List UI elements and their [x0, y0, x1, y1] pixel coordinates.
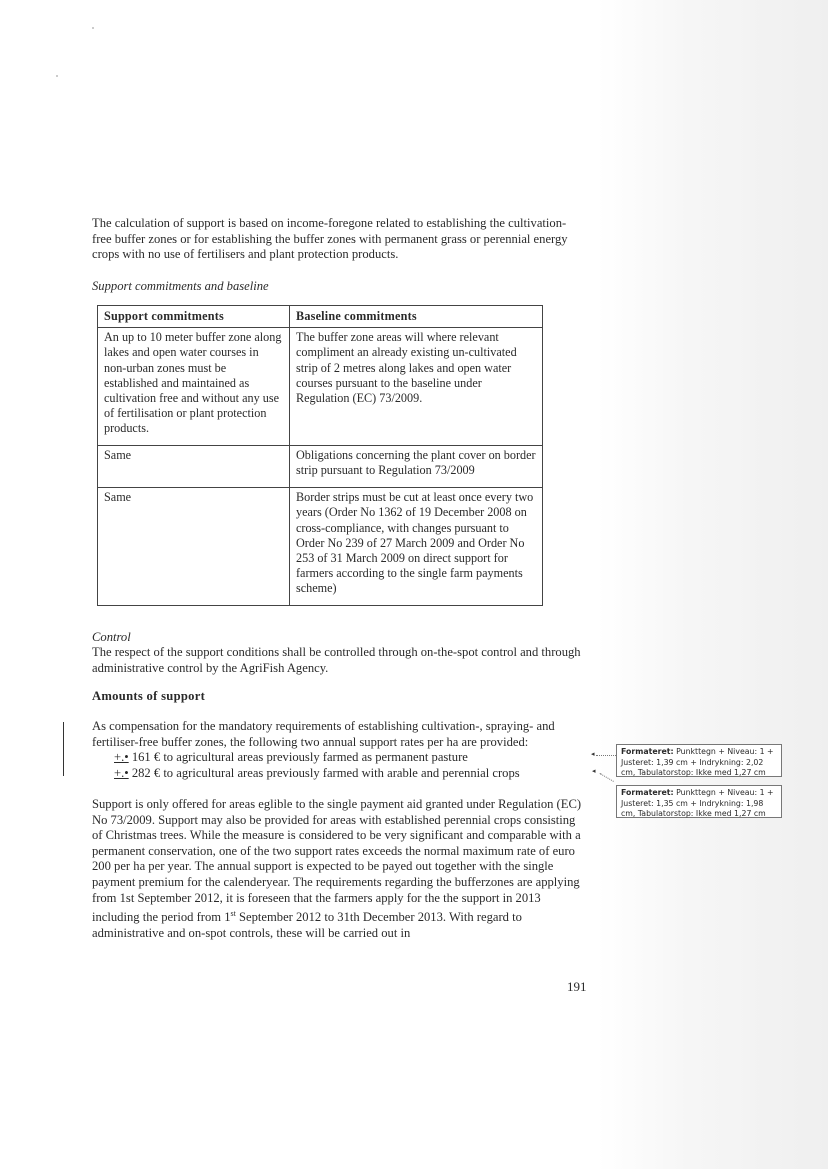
- support-paragraph: [92, 797, 582, 942]
- table-cell: Same: [98, 488, 290, 606]
- table-row: [98, 446, 543, 488]
- table-row: [98, 328, 543, 446]
- control-paragraph: The respect of the support conditions shall be controlled through on-the-spot control and through administrative control by the AgriFish Agency.: [92, 645, 581, 675]
- commitments-table: [97, 305, 543, 606]
- support-text-end: September 2012 to 31th December 2013. With regard to administrative and on-spot controls, these will be carried out in: [92, 910, 522, 940]
- page-number: 191: [567, 979, 587, 994]
- comment-connector: [596, 755, 616, 756]
- comment-label: Formateret:: [621, 788, 674, 797]
- format-comment-balloon[interactable]: [616, 744, 782, 777]
- arrow-left-icon: ◂: [592, 767, 596, 775]
- table-caption: Support commitments and baseline: [92, 279, 269, 293]
- comment-label: Formateret:: [621, 747, 674, 756]
- bullet-marker: +.•: [114, 766, 129, 780]
- scan-shading: [598, 0, 828, 1169]
- amounts-paragraph: As compensation for the mandatory requirements of establishing cultivation-, spraying- and fertiliser-free buffer zones, the following two annual support rates per ha are provided:: [92, 719, 555, 749]
- format-comment-balloon[interactable]: [616, 785, 782, 818]
- table-header-row: [98, 306, 543, 328]
- bullet-marker: +.•: [114, 750, 129, 764]
- support-text: Support is only offered for areas eglible to the single payment aid granted under Regulation (EC) No 73/2009. Support may also be provided for areas with established perennial crops consisting of Christmas trees. While the measure is considered to be very significant and comparable with a permanent conservation, one of the two support rates exceeds the normal maximum rate of euro 200 per ha per year. The annual support is expected to be payed out together with the single payment premium for the calenderyear. The requirements regarding the bufferzones are applying from 1st September 2012, it is foreseen that the farmers apply for the the support in 2013 including the period from 1: [92, 797, 582, 925]
- column-header: Baseline commitments: [290, 306, 543, 328]
- list-item: [114, 750, 468, 766]
- list-item: [114, 766, 520, 782]
- table-cell: Obligations concerning the plant cover on border strip pursuant to Regulation 73/2009: [290, 446, 543, 488]
- table-row: [98, 488, 543, 606]
- change-bar: [63, 722, 64, 776]
- table-cell: Same: [98, 446, 290, 488]
- scan-speck: [92, 27, 94, 29]
- intro-paragraph: The calculation of support is based on income-foregone related to establishing the cultivation-free buffer zones or for establishing the buffer zones with permanent grass or perennial energy crops with no use of fertilisers and plant protection products.: [92, 216, 568, 262]
- table-cell: Border strips must be cut at least once every two years (Order No 1362 of 19 December 2008 on cross-compliance, with changes pursuant to Order No 239 of 27 March 2009 and Order No 253 of 31 March 2009 on direct support for farmers according to the single farm payments scheme): [290, 488, 543, 606]
- comment-text: Punkttegn + Niveau: 1 + Justeret: 1,35 cm + Indrykning: 1,98 cm, Tabulatorstop: Ikke med 1,27 cm: [621, 788, 774, 818]
- control-heading: Control: [92, 630, 131, 644]
- ordinal-suffix: st: [230, 909, 236, 919]
- arrow-left-icon: ◂: [591, 750, 595, 758]
- table-cell: The buffer zone areas will where relevant compliment an already existing un-cultivated strip of 2 metres along lakes and open water courses pursuant to the baseline under Regulation (EC) 73/2009.: [290, 328, 543, 446]
- comment-text: Punkttegn + Niveau: 1 + Justeret: 1,39 cm + Indrykning: 2,02 cm, Tabulatorstop: Ikke med 1,27 cm: [621, 747, 774, 777]
- list-item-text: 282 € to agricultural areas previously farmed with arable and perennial crops: [131, 766, 520, 780]
- column-header: Support commitments: [98, 306, 290, 328]
- list-item-text: 161 € to agricultural areas previously farmed as permanent pasture: [131, 750, 468, 764]
- amounts-heading: Amounts of support: [92, 689, 206, 703]
- table-cell: An up to 10 meter buffer zone along lakes and open water courses in non-urban zones must be established and maintained as cultivation free and without any use of fertilisation or plant protection products.: [98, 328, 290, 446]
- scan-speck: [56, 75, 58, 77]
